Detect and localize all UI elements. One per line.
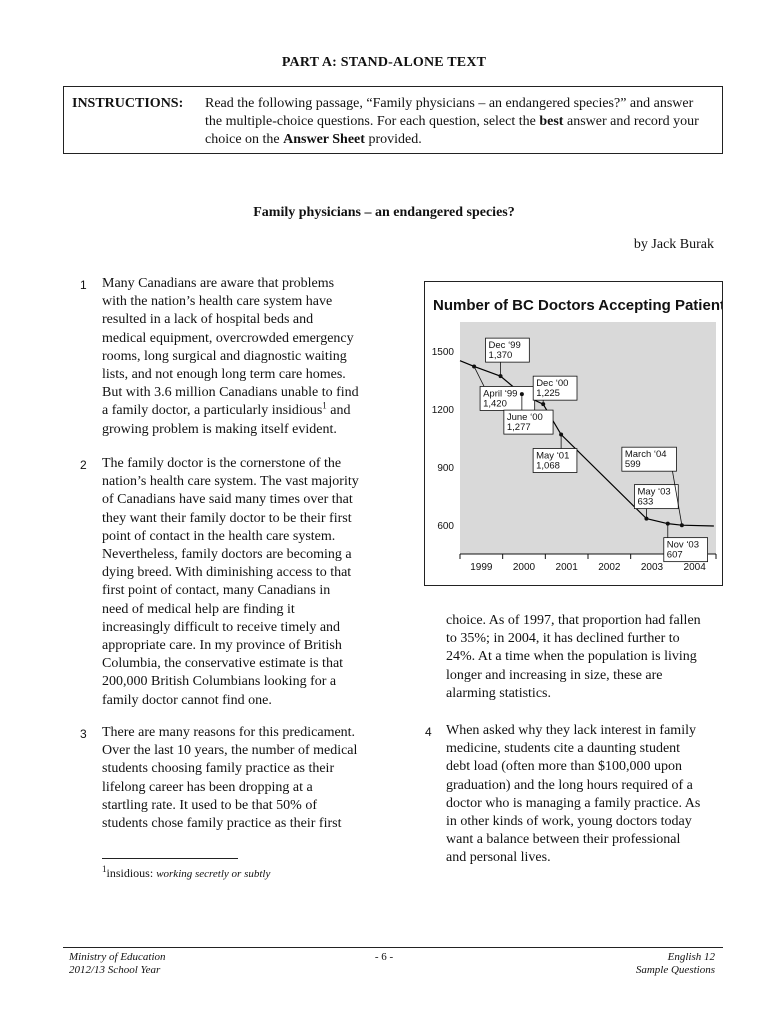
paragraph-line: doctor who is managing a family practice. As xyxy=(446,795,701,811)
footer-ministry: Ministry of Education xyxy=(69,951,166,963)
x-tick-label: 2003 xyxy=(640,562,664,573)
paragraph-line: alarming statistics. xyxy=(446,685,551,701)
paragraph-line: Over the last 10 years, the number of medical xyxy=(102,743,358,759)
paragraph-line: Many Canadians are aware that problems xyxy=(102,276,335,291)
footnote-divider xyxy=(102,858,238,859)
paragraph-line: want a balance between their professional xyxy=(446,832,681,848)
y-tick-label: 1200 xyxy=(431,405,454,416)
data-label: 1,068 xyxy=(536,460,560,472)
paragraph-line: a family doctor, a particularly insidious$^1$ and xyxy=(102,400,351,419)
paragraph-line: students chose family practice as their first xyxy=(102,816,342,832)
paragraph-line: dying breed. With diminishing access to that xyxy=(102,565,352,581)
paragraph-number: 3 xyxy=(80,727,87,741)
article-byline: by Jack Burak xyxy=(633,237,714,252)
data-label: 599 xyxy=(624,459,641,471)
instructions-box xyxy=(63,86,723,154)
footnote-ref: 1 xyxy=(322,400,327,411)
paragraph-line: increasingly difficult to receive timely and xyxy=(102,619,341,635)
x-tick-label: 2002 xyxy=(598,562,621,573)
paragraph-line: Nevertheless, family doctors are becoming a xyxy=(102,547,352,563)
data-label: 633 xyxy=(637,496,654,508)
paragraph-line: of Canadians have said many times over that xyxy=(102,492,353,508)
data-label: Nov ‘03 xyxy=(666,539,700,551)
paragraph-line: point of contact in the health care system. xyxy=(102,528,336,544)
data-label: 1,420 xyxy=(483,398,507,410)
paragraph-line: longer and increasing in size, these are xyxy=(446,667,663,683)
paragraph-number: 1 xyxy=(80,278,87,292)
paragraph-line: medicine, students cite a daunting student xyxy=(446,741,681,757)
instructions-text-part: provided. xyxy=(364,132,422,147)
paragraph-line: nation’s health care system. The vast majority xyxy=(102,474,359,490)
paragraph xyxy=(102,724,392,833)
x-tick-label: 2004 xyxy=(683,562,706,573)
instructions-text-part: Read the following passage, “Family physicians – an endangered species?” and answer the multiple-choice questions. For each question, select the xyxy=(205,96,694,129)
data-label: May ‘01 xyxy=(536,450,570,462)
paragraph xyxy=(446,722,726,868)
x-tick-label: 2000 xyxy=(512,562,536,573)
data-label: 1,370 xyxy=(488,350,513,362)
paragraph-line: family doctor cannot find one. xyxy=(102,692,272,708)
y-tick-label: 900 xyxy=(437,463,454,474)
footnote xyxy=(102,866,270,881)
footer-right xyxy=(636,951,715,977)
paragraph-line: resulted in a lack of hospital beds and xyxy=(102,312,314,328)
instructions-label: INSTRUCTIONS: xyxy=(72,96,184,111)
data-label: 1,277 xyxy=(506,422,531,434)
article-title: Family physicians – an endangered species? xyxy=(253,205,515,220)
instructions-answer-sheet: Answer Sheet xyxy=(283,132,365,147)
paragraph-line: graduation) and the long hours required of a xyxy=(446,777,693,793)
x-tick-label: 1999 xyxy=(470,562,493,573)
data-label: Dec ‘99 xyxy=(488,340,521,352)
footer-doc-type: Sample Questions xyxy=(635,964,715,976)
paragraph-number: 2 xyxy=(80,458,87,472)
footer-divider xyxy=(63,947,723,948)
paragraph-line: lists, and not enough long term care homes. xyxy=(102,367,346,383)
data-label: March ‘04 xyxy=(624,449,667,461)
paragraph-line: When asked why they lack interest in family xyxy=(446,723,696,738)
paragraph-line: 24%. At a time when the population is living xyxy=(446,649,697,665)
data-label: Dec ‘00 xyxy=(536,378,569,390)
paragraph-line: appropriate care. In my province of British xyxy=(102,638,342,654)
paragraph-line: choice. As of 1997, that proportion had fallen xyxy=(446,613,701,628)
chart-frame xyxy=(424,281,723,586)
footer-course: English 12 xyxy=(667,951,715,963)
y-tick-label: 1500 xyxy=(431,347,454,358)
data-label: May ‘03 xyxy=(637,486,671,498)
data-label: April ‘99 xyxy=(483,388,518,400)
chart-title: Number of BC Doctors Accepting Patients xyxy=(433,297,722,314)
paragraph-line: startling rate. It used to be that 50% of xyxy=(102,797,317,813)
line-chart xyxy=(425,282,722,585)
footer-school-year: 2012/13 School Year xyxy=(69,964,161,976)
instructions-text-part: answer and record your choice on the xyxy=(205,114,699,147)
instructions-text xyxy=(205,95,713,149)
y-tick-label: 600 xyxy=(437,521,454,532)
paragraph-line: they want their family doctor to be their first xyxy=(102,510,352,526)
footnote-term: insidious: xyxy=(106,866,157,880)
paragraph-line: But with 3.6 million Canadians unable to find xyxy=(102,385,359,401)
page-number: - 6 - xyxy=(374,951,394,963)
paragraph-line: and personal lives. xyxy=(446,850,551,866)
paragraph-line: 200,000 British Columbians looking for a xyxy=(102,674,337,690)
paragraph-line: first point of contact, many Canadians in xyxy=(102,583,331,599)
paragraph-line: growing problem is making itself evident. xyxy=(102,421,337,437)
paragraph xyxy=(102,275,392,439)
paragraph-line: rooms, long surgical and diagnostic waiting xyxy=(102,348,347,364)
paragraph-line: lifelong career has been dropping at a xyxy=(102,779,313,795)
paragraph-line: students choosing family practice as their xyxy=(102,761,335,777)
paragraph-number: 4 xyxy=(425,725,432,739)
paragraph-line: medical equipment, overcrowded emergency xyxy=(102,330,354,346)
paragraph-line: There are many reasons for this predicament. xyxy=(102,725,356,740)
x-tick-label: 2001 xyxy=(555,562,578,573)
paragraph-line: in other kinds of work, young doctors today xyxy=(446,814,692,830)
paragraph-line: Columbia, the conservative estimate is that xyxy=(102,656,344,672)
data-label: 1,225 xyxy=(536,388,560,400)
paragraph-line: to 35%; in 2004, it has declined further to xyxy=(446,631,680,647)
paragraph xyxy=(102,455,392,710)
paragraph-line: need of medical help are finding it xyxy=(102,601,295,617)
paragraph-line: The family doctor is the cornerstone of the xyxy=(102,456,342,471)
part-title: PART A: STAND-ALONE TEXT xyxy=(281,55,487,70)
data-label: June ‘00 xyxy=(506,412,543,424)
paragraph-line: debt load (often more than $100,000 upon xyxy=(446,759,683,775)
instructions-best: best xyxy=(539,114,564,129)
data-label: 607 xyxy=(666,549,683,561)
footnote-definition: working secretly or subtly xyxy=(156,868,271,880)
paragraph xyxy=(446,612,726,703)
footnote-marker: 1 xyxy=(102,864,107,874)
paragraph-line: with the nation’s health care system have xyxy=(102,294,333,310)
